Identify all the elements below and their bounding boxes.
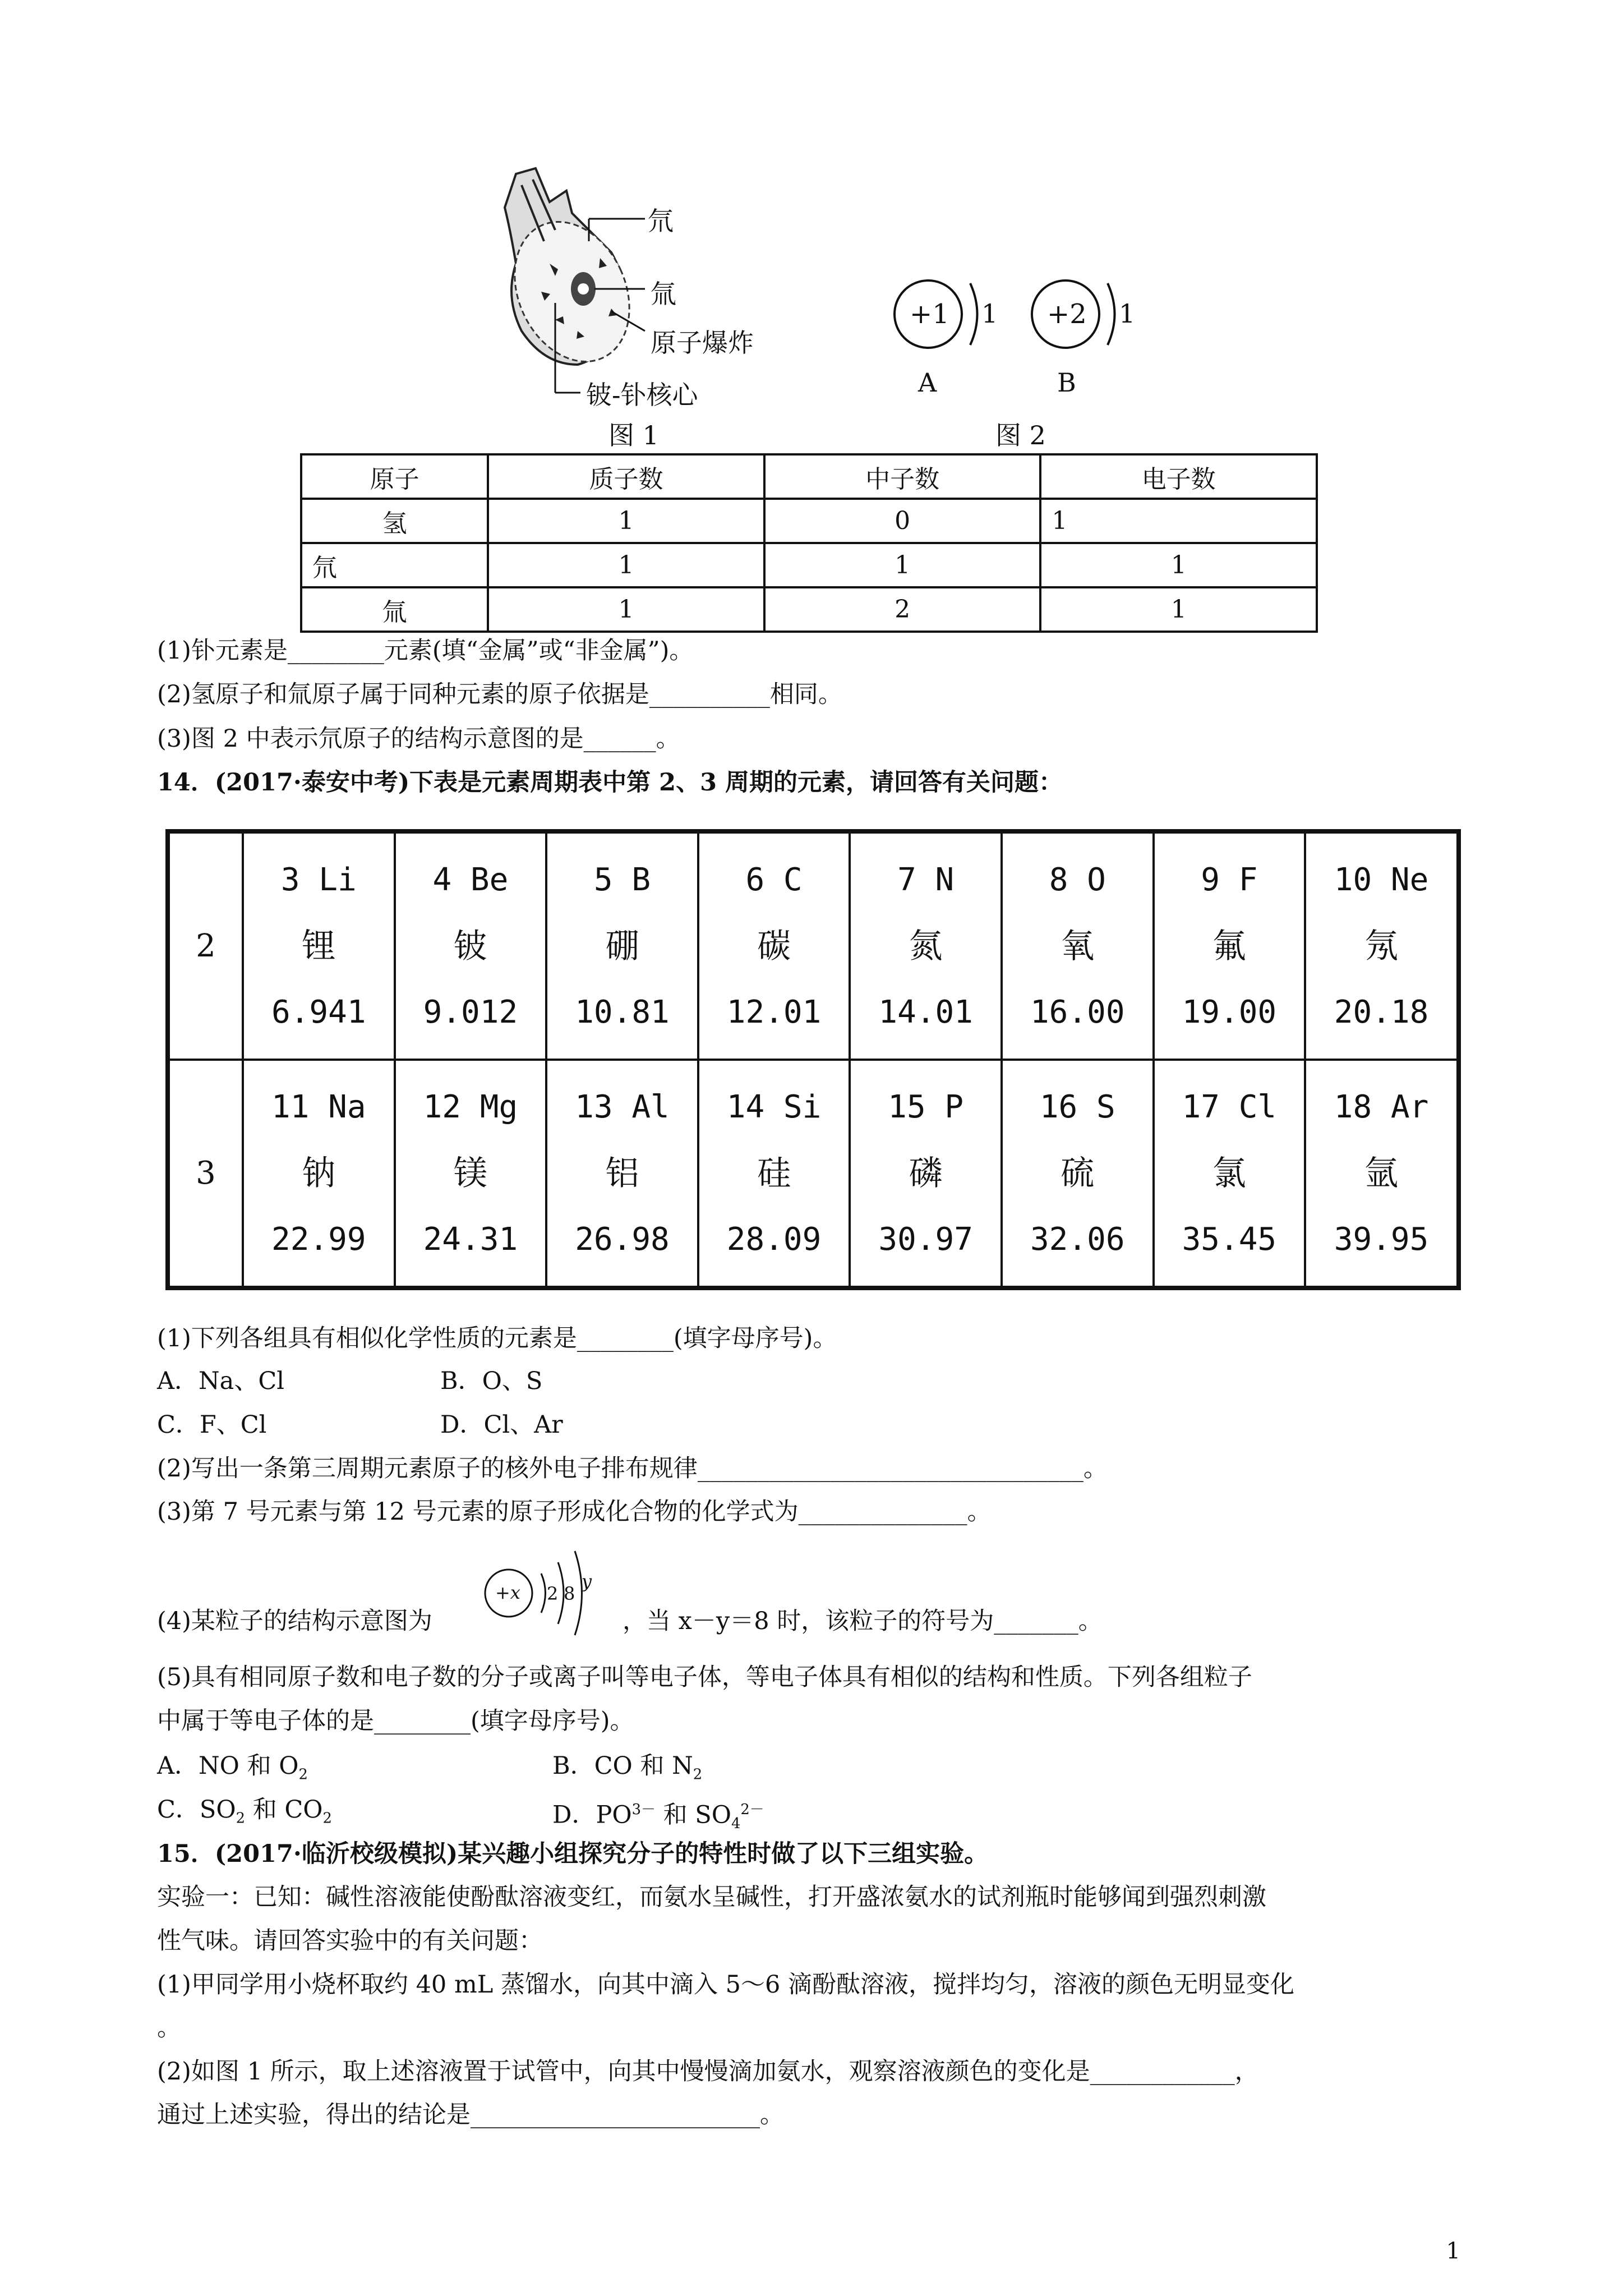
element-cell — [1305, 831, 1459, 1060]
q14-title: 14．(2017·泰安中考)下表是元素周期表中第 2、3 周期的元素，请回答有关问题： — [157, 769, 1063, 797]
table-row — [301, 587, 1317, 632]
element-mass: 26.98 — [575, 1221, 670, 1258]
opt-d-text2: 和 SO — [663, 1801, 731, 1829]
table-row — [301, 499, 1317, 543]
element-name: 氯 — [1212, 1153, 1246, 1193]
particle-nucleus: +x — [495, 1582, 520, 1603]
element-number-symbol: 16 S — [1039, 1088, 1115, 1125]
element-cell — [1002, 1060, 1154, 1288]
q14-opt-a: A．Na、Cl — [157, 1367, 284, 1395]
atom-a-label: A — [918, 367, 937, 398]
fig1-caption: 图 1 — [608, 420, 659, 450]
opt-d-sub: 4 — [731, 1815, 741, 1832]
particle-shell-3: y — [582, 1571, 592, 1592]
q15-title: 15．(2017·临沂校级模拟)某兴趣小组探究分子的特性时做了以下三组实验。 — [157, 1840, 989, 1868]
table-header-row — [301, 454, 1317, 499]
element-number-symbol: 10 Ne — [1334, 861, 1429, 898]
element-number-symbol: 11 Na — [271, 1088, 366, 1125]
atom-a-electrons: 1 — [981, 298, 998, 329]
table-cell: 0 — [764, 499, 1041, 543]
element-mass: 22.99 — [271, 1221, 366, 1258]
q14-p5-opt-c — [157, 1793, 332, 1835]
table-row — [301, 543, 1317, 587]
table-cell: 1 — [488, 499, 764, 543]
element-cell — [698, 1060, 850, 1288]
q15-line6: 通过上述实验，得出的结论是________________________。 — [157, 2101, 784, 2129]
element-mass: 39.95 — [1334, 1221, 1429, 1258]
opt-c-text1: C．SO — [157, 1796, 236, 1824]
fig1-label-deuterium: 氘 — [648, 206, 674, 236]
table-cell: 氢 — [301, 499, 488, 543]
q13-part2: (2)氢原子和氚原子属于同种元素的原子依据是__________相同。 — [157, 680, 842, 708]
element-cell — [850, 831, 1002, 1060]
opt-c-sub2: 2 — [322, 1810, 332, 1827]
opt-a-sub: 2 — [298, 1766, 308, 1783]
page-number: 1 — [1446, 2238, 1460, 2264]
header-cell: 原子 — [301, 454, 488, 499]
q14-p5-opt-b — [552, 1749, 702, 1792]
q15-line1: 实验一：已知：碱性溶液能使酚酞溶液变红，而氨水呈碱性，打开盛浓氨水的试剂瓶时能够闻到强烈刺激 — [157, 1883, 1266, 1911]
element-name: 磷 — [909, 1153, 943, 1193]
element-number-symbol: 13 Al — [575, 1088, 670, 1125]
element-name: 钠 — [302, 1153, 336, 1193]
fig1-label-explosion: 原子爆炸 — [651, 328, 754, 358]
table-cell: 1 — [1040, 499, 1317, 543]
q14-opt-c: C．F、Cl — [157, 1411, 267, 1439]
atoms-table — [300, 453, 1318, 633]
table-cell: 1 — [764, 543, 1041, 587]
opt-d-sup1: 3－ — [631, 1801, 656, 1818]
element-name: 硼 — [605, 926, 639, 966]
element-cell — [546, 831, 698, 1060]
particle-shell-2: 8 — [564, 1583, 575, 1604]
opt-b-text: B．CO 和 N — [552, 1752, 693, 1780]
q14-part2: (2)写出一条第三周期元素原子的核外电子排布规律________________________________。 — [157, 1455, 1108, 1483]
element-name: 硫 — [1061, 1153, 1095, 1193]
particle-shell-1: 2 — [547, 1583, 559, 1604]
q15-line5: (2)如图 1 所示，取上述溶液置于试管中，向其中慢慢滴加氨水，观察溶液颜色的变化是____________， — [157, 2058, 1259, 2086]
q14-opt-d: D．Cl、Ar — [440, 1411, 563, 1439]
element-name: 氖 — [1364, 926, 1399, 966]
period-number: 3 — [168, 1060, 243, 1288]
element-cell — [1154, 831, 1306, 1060]
q14-p5-opt-d — [552, 1793, 764, 1841]
table-cell: 1 — [1040, 587, 1317, 632]
q14-part4-pre: (4)某粒子的结构示意图为 — [157, 1607, 432, 1635]
element-name: 铍 — [453, 926, 487, 966]
atom-b-electrons: 1 — [1119, 298, 1136, 329]
element-number-symbol: 4 Be — [432, 861, 509, 898]
element-number-symbol: 15 P — [888, 1088, 964, 1125]
fig1-label-core: 铍-钋核心 — [586, 380, 698, 410]
q14-part1: (1)下列各组具有相似化学性质的元素是________(填字母序号)。 — [157, 1324, 837, 1352]
particle-structure-diagram — [479, 1543, 625, 1644]
table-cell: 氚 — [301, 587, 488, 632]
q14-p5-opt-a — [157, 1749, 308, 1792]
element-name: 氧 — [1061, 926, 1095, 966]
table-cell: 氘 — [301, 543, 488, 587]
element-cell — [546, 1060, 698, 1288]
element-number-symbol: 14 Si — [726, 1088, 822, 1125]
header-cell: 电子数 — [1040, 454, 1317, 499]
element-mass: 14.01 — [878, 993, 973, 1030]
atom-a-nucleus: +1 — [910, 298, 949, 330]
q14-part5: (5)具有相同原子数和电子数的分子或离子叫等电子体，等电子体具有相似的结构和性质。下列各组粒子 — [157, 1663, 1252, 1691]
element-number-symbol: 7 N — [897, 861, 955, 898]
element-mass: 24.31 — [423, 1221, 518, 1258]
period-row-3 — [168, 1060, 1459, 1288]
element-cell — [243, 1060, 395, 1288]
element-mass: 32.06 — [1030, 1221, 1125, 1258]
element-cell — [243, 831, 395, 1060]
opt-a-text: A．NO 和 O — [157, 1752, 299, 1780]
element-number-symbol: 5 B — [593, 861, 651, 898]
element-name: 氩 — [1364, 1153, 1399, 1193]
atom-diagram-a — [886, 275, 1021, 359]
q15-line2: 性气味。请回答实验中的有关问题： — [157, 1927, 543, 1955]
element-mass: 6.941 — [271, 993, 366, 1030]
element-mass: 30.97 — [878, 1221, 973, 1258]
element-number-symbol: 6 C — [745, 861, 803, 898]
table-cell: 1 — [1040, 543, 1317, 587]
q14-part5b: 中属于等电子体的是________(填字母序号)。 — [157, 1707, 634, 1735]
element-name: 锂 — [302, 926, 336, 966]
table-cell: 1 — [488, 587, 764, 632]
fig1-label-tritium: 氚 — [651, 279, 676, 309]
q15-line3: (1)甲同学用小烧杯取约 40 mL 蒸馏水，向其中滴入 5～6 滴酚酞溶液，搅拌均匀，溶液的颜色无明显变化 — [157, 1971, 1295, 1999]
element-mass: 16.00 — [1030, 993, 1125, 1030]
figure-2 — [886, 275, 1166, 404]
element-mass: 35.45 — [1182, 1221, 1277, 1258]
element-cell — [850, 1060, 1002, 1288]
periodic-table — [165, 829, 1461, 1290]
element-mass: 12.01 — [726, 993, 822, 1030]
element-name: 氟 — [1212, 926, 1246, 966]
q13-part3: (3)图 2 中表示氘原子的结构示意图的是______。 — [157, 725, 680, 753]
opt-c-sub1: 2 — [236, 1810, 246, 1827]
element-name: 镁 — [453, 1153, 487, 1193]
opt-c-text2: 和 CO — [252, 1796, 323, 1824]
element-mass: 10.81 — [575, 993, 670, 1030]
element-mass: 19.00 — [1182, 993, 1277, 1030]
header-cell: 质子数 — [488, 454, 764, 499]
element-number-symbol: 18 Ar — [1334, 1088, 1429, 1125]
element-name: 氮 — [909, 926, 943, 966]
atom-b-nucleus: +2 — [1047, 298, 1087, 330]
element-mass: 28.09 — [726, 1221, 822, 1258]
header-cell: 中子数 — [764, 454, 1041, 499]
q13-part1: (1)钋元素是________元素(填“金属”或“非金属”)。 — [157, 637, 694, 665]
element-number-symbol: 17 Cl — [1182, 1088, 1277, 1125]
q14-part3: (3)第 7 号元素与第 12 号元素的原子形成化合物的化学式为______________。 — [157, 1498, 992, 1526]
element-name: 铝 — [605, 1153, 639, 1193]
element-cell — [1154, 1060, 1306, 1288]
element-cell — [1002, 831, 1154, 1060]
element-number-symbol: 9 F — [1201, 861, 1258, 898]
q15-line4: 。 — [157, 2014, 181, 2042]
q14-part4-post: ，当 x－y＝8 时，该粒子的符号为_______。 — [623, 1607, 1103, 1635]
fig2-caption: 图 2 — [995, 420, 1046, 450]
element-number-symbol: 3 Li — [280, 861, 357, 898]
element-number-symbol: 12 Mg — [423, 1088, 518, 1125]
opt-d-text1: D．PO — [552, 1801, 632, 1829]
element-cell — [395, 831, 547, 1060]
element-mass: 20.18 — [1334, 993, 1429, 1030]
element-cell — [698, 831, 850, 1060]
element-number-symbol: 8 O — [1049, 861, 1106, 898]
element-cell — [1305, 1060, 1459, 1288]
element-mass: 9.012 — [423, 993, 518, 1030]
table-cell: 2 — [764, 587, 1041, 632]
atom-b-label: B — [1057, 367, 1076, 398]
opt-b-sub: 2 — [693, 1766, 703, 1783]
element-name: 碳 — [757, 926, 791, 966]
element-name: 硅 — [757, 1153, 791, 1193]
element-cell — [395, 1060, 547, 1288]
period-number: 2 — [168, 831, 243, 1060]
opt-d-sup2: 2－ — [740, 1801, 764, 1818]
atom-diagram-b — [1023, 275, 1158, 359]
period-row-2 — [168, 831, 1459, 1060]
table-cell: 1 — [488, 543, 764, 587]
q14-opt-b: B．O、S — [440, 1367, 543, 1395]
